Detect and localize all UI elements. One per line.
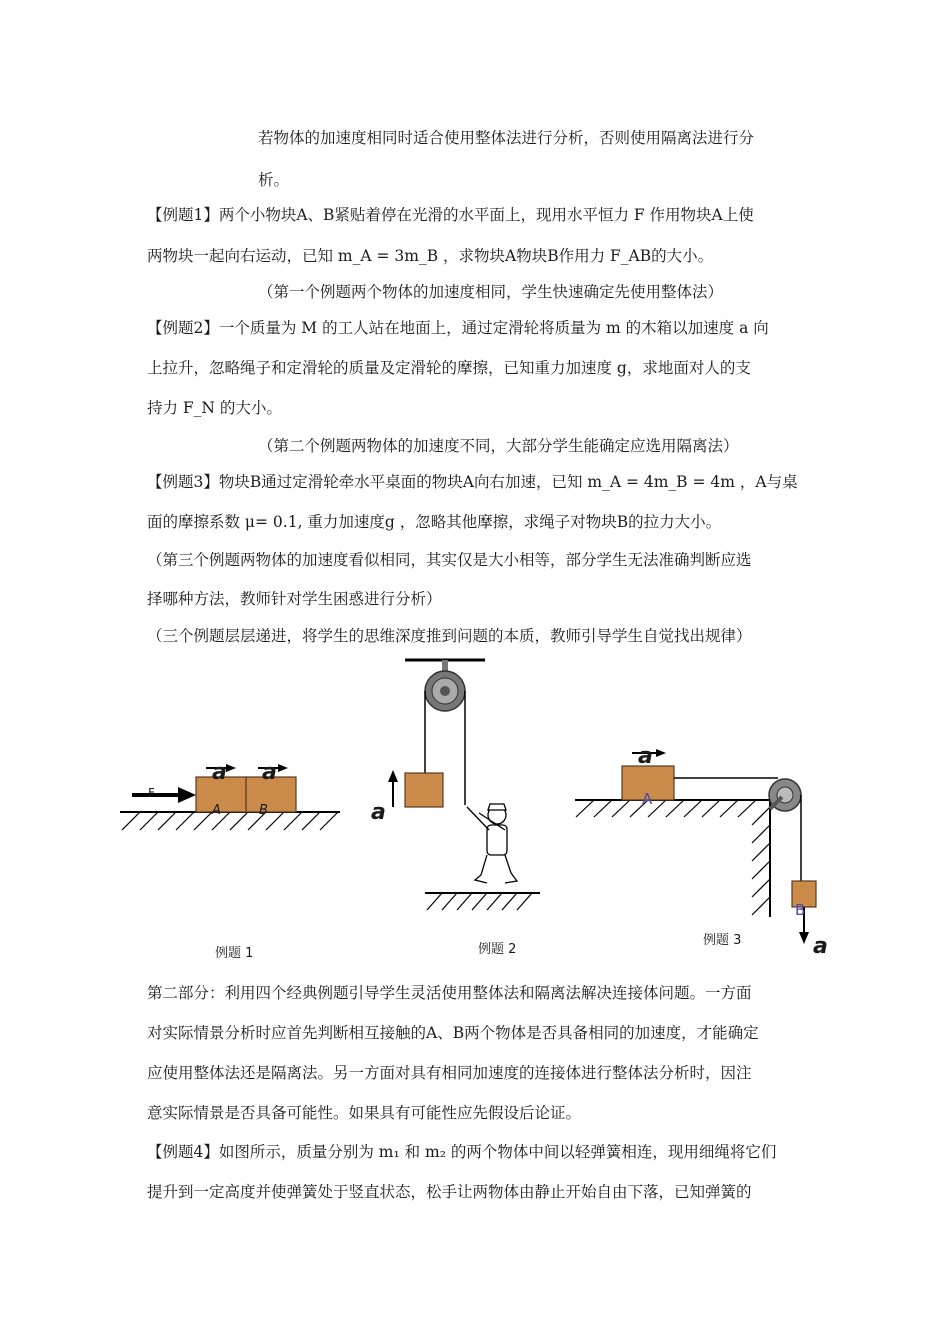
- note-line: （三个例题层层递进，将学生的思维深度推到问题的本质，教师引导学生自觉找出规律）: [147, 627, 752, 645]
- block-a-label: A: [212, 803, 221, 818]
- note-line: （第二个例题两物体的加速度不同，大部分学生能确定应选用隔离法）: [258, 437, 739, 455]
- paragraph-line: 析。: [258, 171, 290, 189]
- example-3-line: 【例题3】物块B通过定滑轮牵水平桌面的物块A向右加速，已知 m_A = 4m_B = 4m ，A与桌: [147, 473, 798, 491]
- block-b-label: B: [795, 901, 806, 919]
- accel-label: a: [638, 744, 653, 769]
- example-4-line: 【例题4】如图所示，质量分别为 m₁ 和 m₂ 的两个物体中间以轻弹簧相连，现用细绳将它们: [147, 1143, 777, 1161]
- example-3-line: 面的摩擦系数 μ= 0.1, 重力加速度g ，忽略其他摩擦，求绳子对物块B的拉力大小。: [147, 513, 722, 531]
- note-line: 择哪种方法，教师针对学生困惑进行分析）: [147, 590, 442, 608]
- figure-2-caption: 例题 2: [478, 942, 517, 957]
- section-2-line: 意实际情景是否具备可能性。如果具有可能性应先假设后论证。: [147, 1104, 582, 1122]
- section-2-line: 第二部分：利用四个经典例题引导学生灵活使用整体法和隔离法解决连接体问题。一方面: [147, 984, 752, 1002]
- figure-example-3: [570, 745, 830, 945]
- note-line: （第三个例题两物体的加速度看似相同，其实仅是大小相等，部分学生无法准确判断应选: [147, 551, 752, 569]
- example-4-line: 提升到一定高度并使弹簧处于竖直状态，松手让两物体由静止开始自由下落，已知弹簧的: [147, 1183, 752, 1201]
- figure-example-1: [110, 755, 350, 835]
- note-line: （第一个例题两个物体的加速度相同，学生快速确定先使用整体法）: [258, 283, 724, 301]
- figure-1-caption: 例题 1: [215, 946, 254, 961]
- block-b-label: B: [259, 803, 268, 818]
- example-2-line: 【例题2】一个质量为 M 的工人站在地面上，通过定滑轮将质量为 m 的木箱以加速度 a 向: [147, 319, 769, 337]
- accel-label: a: [262, 760, 277, 785]
- section-2-line: 对实际情景分析时应首先判断相互接触的A、B两个物体是否具备相同的加速度，才能确定: [147, 1024, 759, 1042]
- figure-example-2: [385, 655, 550, 915]
- accel-label: a: [212, 760, 227, 785]
- accel-label: a: [371, 800, 386, 825]
- crate: [405, 773, 443, 807]
- section-2-line: 应使用整体法还是隔离法。另一方面对具有相同加速度的连接体进行整体法分析时，因注: [147, 1064, 752, 1082]
- force-label: F: [148, 786, 155, 800]
- example-2-line: 上拉升，忽略绳子和定滑轮的质量及定滑轮的摩擦，已知重力加速度 g，求地面对人的支: [147, 359, 751, 377]
- block-a-label: A: [642, 790, 653, 808]
- example-2-line: 持力 F_N 的大小。: [147, 399, 282, 417]
- accel-label: a: [813, 934, 828, 959]
- example-1-line: 【例题1】两个小物块A、B紧贴着停在光滑的水平面上，现用水平恒力 F 作用物块A上使: [147, 206, 754, 224]
- figure-3-caption: 例题 3: [703, 933, 742, 948]
- example-1-line: 两物块一起向右运动，已知 m_A = 3m_B ，求物块A物块B作用力 F_AB的大小。: [147, 247, 714, 265]
- paragraph-line: 若物体的加速度相同时适合使用整体法进行分析，否则使用隔离法进行分: [258, 129, 755, 147]
